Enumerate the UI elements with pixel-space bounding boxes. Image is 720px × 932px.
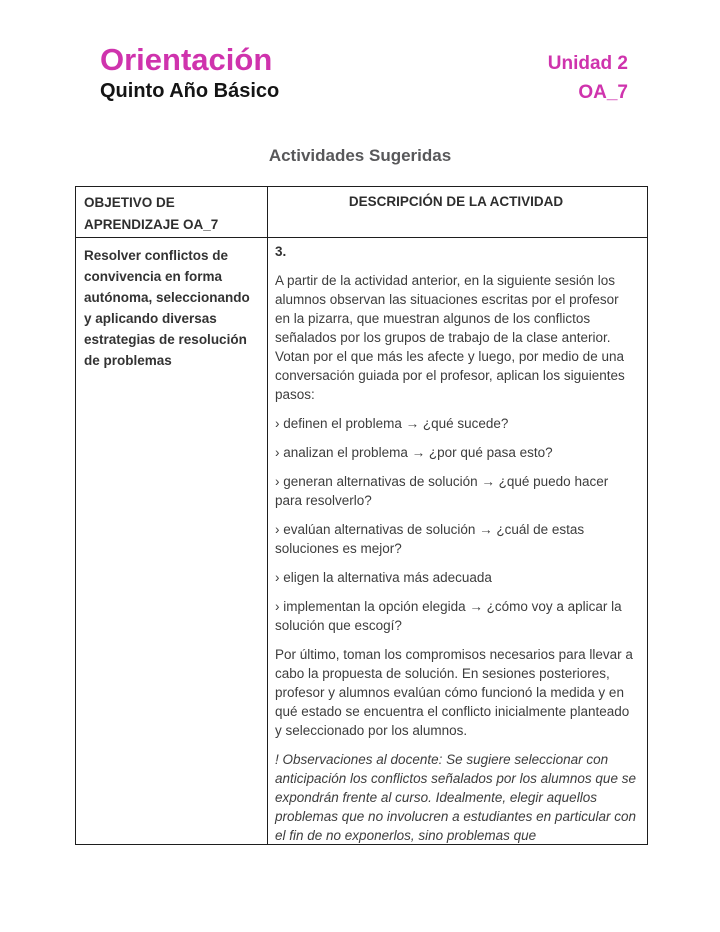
table-body-row: [76, 238, 647, 844]
activity-step: › implementan la opción elegida → ¿cómo voy a aplicar la solución que escogí?: [275, 599, 622, 633]
objective-header-cell: [76, 187, 268, 237]
activity-description-cell: [268, 238, 647, 844]
objective-header-label: OBJETIVO DE APRENDIZAJE OA_7: [84, 195, 219, 232]
teacher-note: ! Observaciones al docente: Se sugiere seleccionar con anticipación los conflictos señalados por los alumnos que se expondrán frente al curso. Idealmente, elegir aquellos problemas que no involucren a estudiantes en particular con el fin de no exponerlos, sino problemas que: [275, 752, 636, 843]
activity-closing: Por último, toman los compromisos necesarios para llevar a cabo la propuesta de solución. En sesiones posteriores, profesor y alumnos evalúan cómo funcionó la medida y en qué estado se encuentra el conflicto inicialmente planteado y seleccionado por los alumnos.: [275, 647, 633, 738]
activity-step: › analizan el problema → ¿por qué pasa esto?: [275, 445, 553, 460]
section-title: Actividades Sugeridas: [268, 146, 452, 165]
page-title: Orientación: [100, 42, 273, 77]
activity-step: › definen el problema → ¿qué sucede?: [275, 416, 509, 431]
header-right-block: [548, 42, 628, 105]
oa-code-label: OA_7: [578, 82, 628, 103]
document-header: [100, 42, 628, 105]
objective-text: Resolver conflictos de convivencia en forma autónoma, seleccionando y aplicando diversas estrategias de resolución de problemas: [84, 248, 250, 368]
activities-table: [75, 186, 648, 845]
table-header-row: [76, 187, 647, 238]
activity-step: › evalúan alternativas de solución → ¿cuál de estas soluciones es mejor?: [275, 522, 585, 556]
activity-number: 3.: [275, 244, 287, 259]
activity-step: › generan alternativas de solución → ¿qué puedo hacer para resolverlo?: [275, 474, 609, 508]
objective-cell: [76, 238, 268, 844]
activity-intro: A partir de la actividad anterior, en la siguiente sesión los alumnos observan las situaciones escritas por el profesor en la pizarra, que muestran algunos de los conflictos señalados por los grupos de trabajo de la clase anterior. Votan por el que más les afecte y luego, por medio de una conversación guiada por el profesor, aplican los siguientes pasos:: [275, 273, 625, 402]
description-header-cell: [268, 187, 647, 237]
page-subtitle: Quinto Año Básico: [100, 80, 280, 102]
activity-step: › eligen la alternativa más adecuada: [275, 570, 492, 585]
header-left-block: [100, 42, 279, 105]
description-header-label: DESCRIPCIÓN DE LA ACTIVIDAD: [348, 194, 564, 209]
unit-label: Unidad 2: [547, 53, 628, 74]
